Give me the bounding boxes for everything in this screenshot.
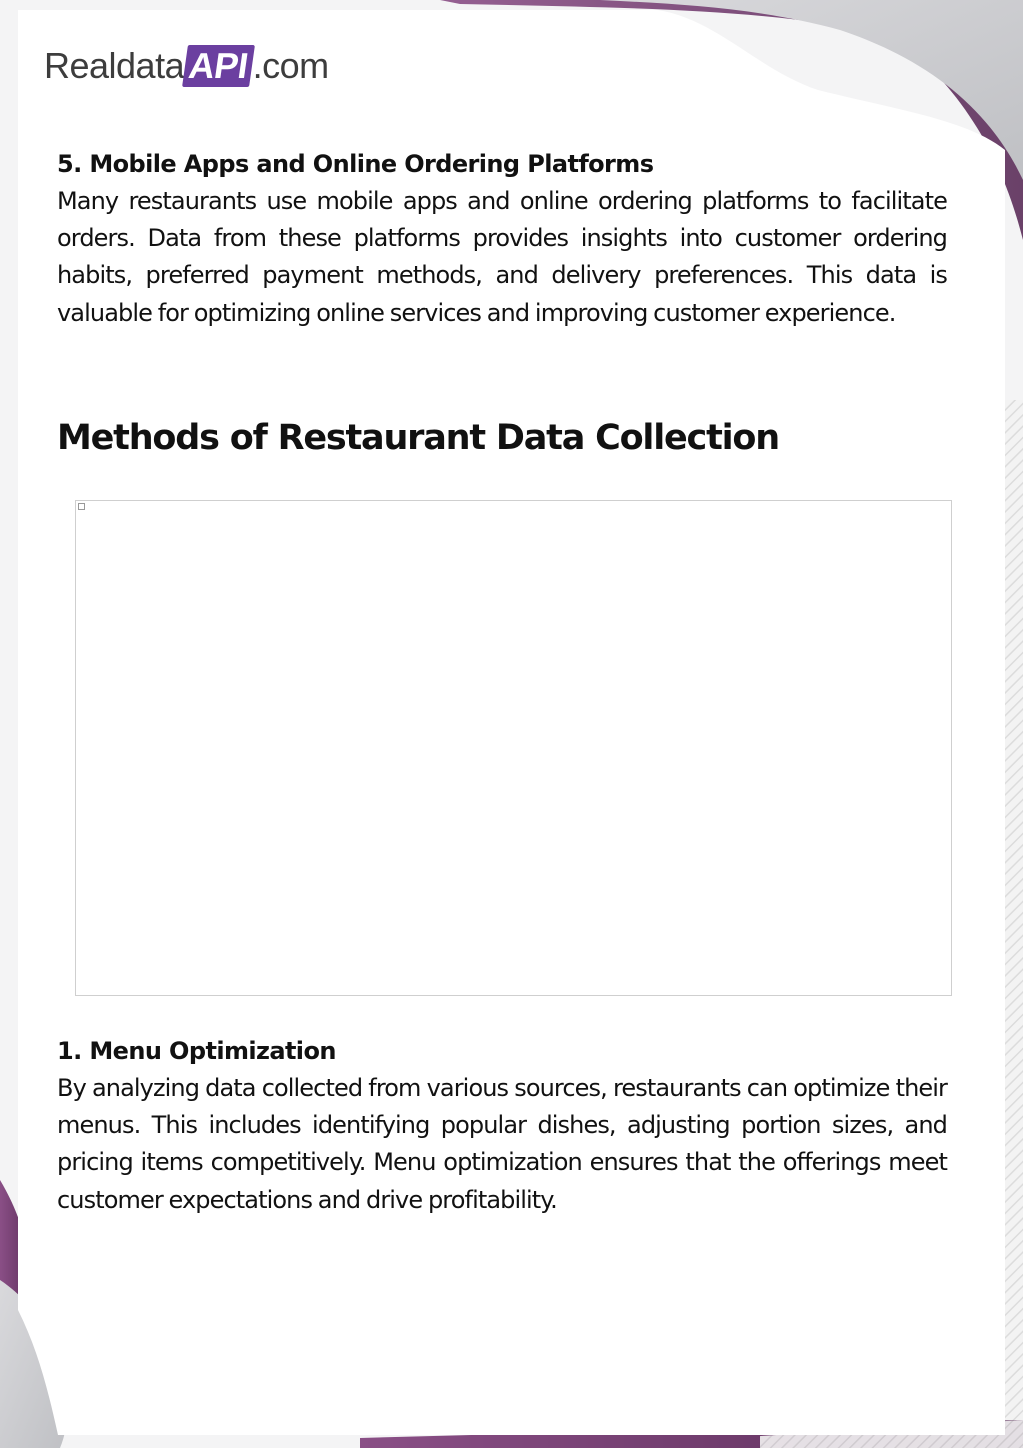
realdataapi-logo <box>44 40 329 92</box>
figure-placeholder <box>75 500 952 996</box>
section-body: By analyzing data collected from various sources, restaurants can optimize their menus. This includes identifying popular dishes, adjusting portion sizes, and pricing items competitively. Menu optimization ensures that the offerings meet customer expectations and drive profitability. <box>57 1074 947 1214</box>
logo-badge: API <box>182 45 254 87</box>
section-mobile-apps <box>57 146 947 332</box>
section-body: Many restaurants use mobile apps and online ordering platforms to facilitate orders. Data from these platforms provides insights into customer ordering habits, preferred payment methods, and delivery preferences. This data is valuable for optimizing online services and improving customer experience. <box>57 187 947 327</box>
main-heading: Methods of Restaurant Data Collection <box>57 418 779 458</box>
section-heading: 1. Menu Optimization <box>57 1037 336 1065</box>
logo-suffix: .com <box>252 45 329 86</box>
logo-prefix: Realdata <box>44 45 185 86</box>
section-menu-optimization <box>57 1033 947 1219</box>
broken-image-icon <box>78 503 85 510</box>
section-heading: 5. Mobile Apps and Online Ordering Platforms <box>57 150 654 178</box>
